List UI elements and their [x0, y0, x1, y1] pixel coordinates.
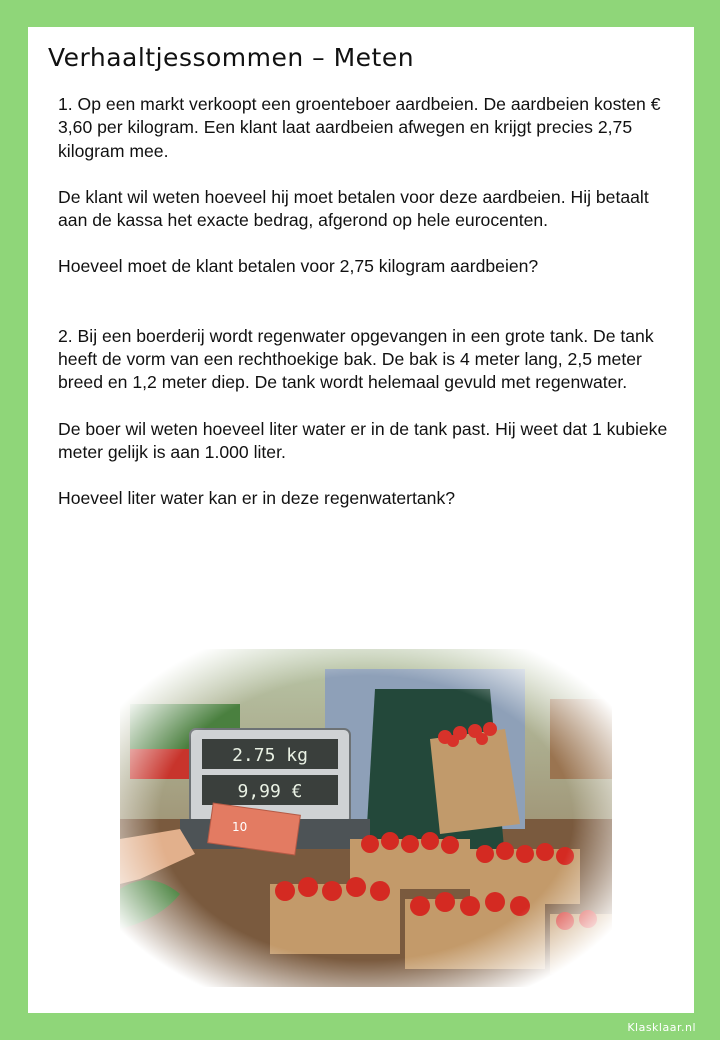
problem-2-detail: De boer wil weten hoeveel liter water er in de tank past. Hij weet dat 1 kubieke meter gelijk is aan 1.000 liter.: [58, 418, 668, 462]
problem-1-detail: De klant wil weten hoeveel hij moet betalen voor deze aardbeien. Hij betaalt aan de kassa het exacte bedrag, afgerond op hele eurocenten.: [58, 186, 649, 231]
market-photo: [120, 649, 612, 987]
problem-2-question: Hoeveel liter water kan er in deze regenwatertank?: [58, 488, 456, 509]
problems: [58, 93, 678, 534]
footer-brand: Klasklaar.nl: [627, 1021, 696, 1034]
worksheet-title: Verhaaltjessommen – Meten: [48, 43, 415, 72]
problem-2-text: 2. Bij een boerderij wordt regenwater opgevangen in een grote tank. De tank heeft de vorm van een rechthoekige bak. De bak is 4 meter lang, 2,5 meter breed en 1,2 meter diep. De tank wordt helemaal gevuld met regenwater.: [58, 325, 654, 393]
worksheet: [28, 27, 694, 1013]
problem-1-text: 1. Op een markt verkoopt een groenteboer aardbeien. De aardbeien kosten € 3,60 per kilogram. Een klant laat aardbeien afwegen en krijgt precies 2,75 kilogram mee.: [58, 94, 661, 161]
problem-1-question: Hoeveel moet de klant betalen voor 2,75 kilogram aardbeien?: [58, 256, 539, 277]
